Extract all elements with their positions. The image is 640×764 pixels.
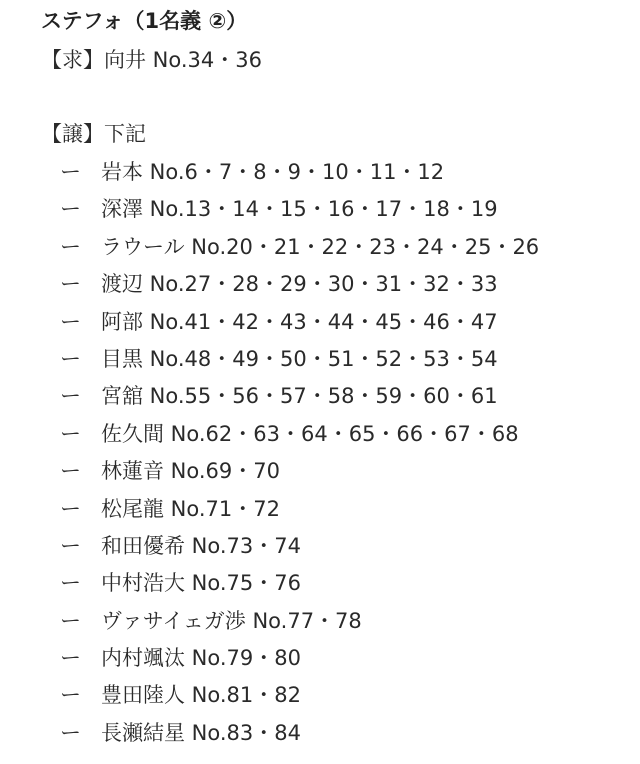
list-bullet: ー	[60, 234, 81, 259]
post-title: ステフォ（1名義 ②）	[41, 9, 248, 33]
list-bullet: ー	[60, 197, 81, 222]
list-item-text: 林蓮音 No.69・70	[101, 459, 280, 484]
list-bullet: ー	[60, 459, 81, 484]
list-bullet: ー	[60, 384, 81, 409]
list-item	[0, 417, 640, 454]
list-item-text: ラウール No.20・21・22・23・24・25・26	[101, 234, 540, 259]
list-bullet: ー	[60, 272, 81, 297]
list-item-text: 松尾龍 No.71・72	[101, 496, 280, 521]
list-bullet: ー	[60, 683, 81, 708]
list-item-text: 長瀬結星 No.83・84	[101, 720, 301, 745]
list-bullet: ー	[60, 160, 81, 184]
list-bullet: ー	[60, 346, 81, 371]
list-item-text: 中村浩大 No.75・76	[101, 571, 301, 596]
list-item	[0, 566, 640, 603]
offer-list	[0, 155, 640, 753]
list-item	[0, 267, 640, 304]
offer-header: 【譲】下記	[41, 122, 146, 146]
list-item-text: 和田優希 No.73・74	[101, 533, 301, 558]
list-bullet: ー	[60, 646, 81, 671]
list-bullet: ー	[60, 571, 81, 596]
list-item-text: 佐久間 No.62・63・64・65・66・67・68	[101, 421, 519, 446]
list-item-text: 豊田陸人 No.81・82	[101, 683, 301, 708]
list-bullet: ー	[60, 608, 81, 633]
list-bullet: ー	[60, 720, 81, 745]
list-item-text: 岩本 No.6・7・8・9・10・11・12	[101, 160, 445, 184]
list-item-text: ヴァサイェガ渉 No.77・78	[101, 608, 362, 633]
list-bullet: ー	[60, 533, 81, 558]
list-item	[0, 604, 640, 641]
list-item	[0, 305, 640, 342]
list-item	[0, 230, 640, 267]
list-item	[0, 155, 640, 192]
list-item	[0, 454, 640, 491]
list-item-text: 宮舘 No.55・56・57・58・59・60・61	[101, 384, 498, 409]
list-bullet: ー	[60, 496, 81, 521]
list-item-text: 深澤 No.13・14・15・16・17・18・19	[101, 197, 498, 222]
list-item	[0, 529, 640, 566]
list-item	[0, 379, 640, 416]
wanted-line: 【求】向井 No.34・36	[41, 48, 262, 72]
list-item	[0, 492, 640, 529]
list-bullet: ー	[60, 421, 81, 446]
list-item	[0, 716, 640, 753]
list-item	[0, 192, 640, 229]
list-item-text: 渡辺 No.27・28・29・30・31・32・33	[101, 272, 498, 297]
list-item	[0, 342, 640, 379]
list-item-text: 阿部 No.41・42・43・44・45・46・47	[101, 309, 498, 334]
list-item	[0, 641, 640, 678]
list-item-text: 目黒 No.48・49・50・51・52・53・54	[101, 346, 498, 371]
list-bullet: ー	[60, 309, 81, 334]
list-item	[0, 678, 640, 715]
list-item-text: 内村颯汰 No.79・80	[101, 646, 301, 671]
